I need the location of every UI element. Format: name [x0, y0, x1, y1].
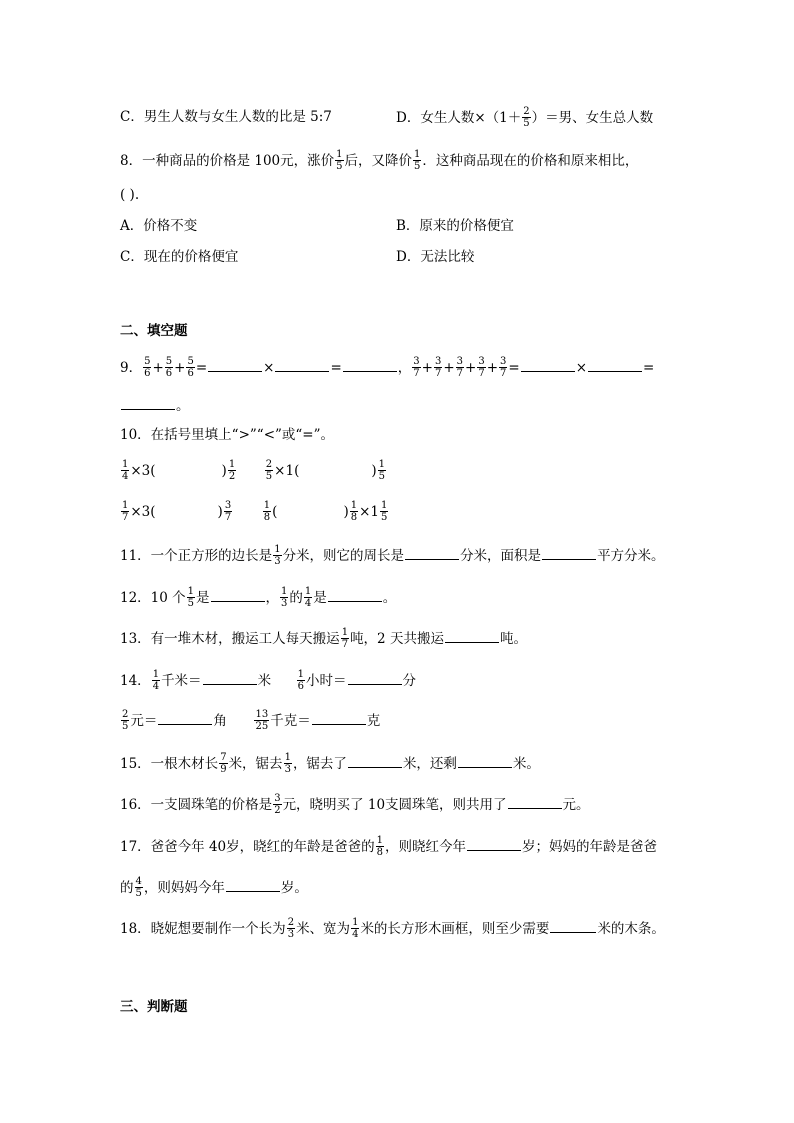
fraction-numerator: 1	[284, 752, 291, 763]
fraction-numerator: 5	[144, 356, 151, 367]
fraction	[121, 709, 129, 732]
fraction-denominator: 7	[224, 512, 232, 523]
answer-blank[interactable]	[588, 357, 642, 372]
fraction	[378, 459, 386, 482]
answer-blank[interactable]	[467, 836, 521, 851]
answer-blank[interactable]	[343, 357, 397, 372]
fraction-denominator: 3	[281, 598, 288, 609]
fraction-numerator: 5	[165, 356, 173, 367]
answer-blank[interactable]	[405, 545, 459, 560]
question-17-cont: 的 $\frac{4}{5}$ ，则妈妈今年 岁。	[120, 876, 308, 899]
fraction	[287, 917, 295, 940]
section-heading-fill-blank: 二、填空题	[120, 323, 188, 339]
fraction-denominator: 8	[376, 847, 384, 858]
question-14-row-2: $\frac{2}{5}$ 元＝ 角 $\frac{13}{25}$ 千克＝ 克	[122, 709, 381, 732]
fraction-numerator: 1	[304, 586, 312, 597]
fraction	[273, 544, 281, 567]
fraction	[297, 669, 305, 692]
fraction-denominator: 7	[456, 368, 464, 379]
fraction-denominator: 6	[144, 368, 151, 379]
fraction	[380, 500, 388, 523]
question-8-answer-paren: ( ).	[120, 187, 140, 203]
fraction-numerator: 3	[456, 356, 464, 367]
fraction-numerator: 3	[224, 500, 232, 511]
fraction-numerator: 13	[255, 709, 269, 720]
q8-option-a: A．价格不变	[120, 218, 198, 234]
fraction-denominator: 7	[500, 368, 507, 379]
fraction	[350, 500, 358, 523]
fraction-numerator: 7	[220, 752, 227, 763]
answer-blank[interactable]	[458, 753, 512, 768]
fraction-numerator: 3	[274, 793, 281, 804]
fraction-numerator: 1	[263, 500, 271, 511]
fraction	[152, 669, 160, 692]
fraction-numerator: 5	[187, 356, 194, 367]
answer-blank[interactable]	[226, 877, 280, 892]
answer-blank[interactable]	[312, 710, 366, 725]
answer-blank[interactable]	[508, 794, 562, 809]
fraction-numerator: 1	[341, 627, 349, 638]
fraction-denominator: 5	[523, 118, 530, 129]
fraction	[351, 917, 359, 940]
fraction-denominator: 7	[478, 368, 485, 379]
fraction	[224, 500, 232, 523]
fraction	[228, 459, 236, 482]
question-8: 8．一种商品的价格是 100元，涨价 $\frac{1}{5}$ 后，又降价 $\frac{1}{5}$ ．这种商品现在的价格和原来相比，	[120, 149, 639, 172]
question-14-row-1: 14． $\frac{1}{4}$ 千米＝ 米 $\frac{1}{6}$ 小时＝ 分	[120, 669, 417, 692]
question-15: 15．一根木材长 $\frac{7}{9}$ 米，锯去 $\frac{1}{3}$ ，锯去了 米，还剩 米。	[120, 752, 540, 775]
question-9-cont: 。	[120, 395, 190, 416]
answer-blank[interactable]	[121, 395, 175, 410]
fraction-denominator: 5	[378, 471, 385, 482]
fraction	[280, 586, 288, 609]
fraction	[143, 356, 151, 379]
fraction	[456, 356, 464, 379]
fraction-denominator: 5	[336, 161, 343, 172]
fraction-denominator: 3	[274, 556, 281, 567]
fraction-denominator: 5	[414, 161, 421, 172]
fraction	[376, 835, 384, 858]
fraction-numerator: 1	[152, 669, 160, 680]
answer-blank[interactable]	[521, 357, 575, 372]
fraction-denominator: 9	[220, 764, 227, 775]
fraction	[304, 586, 312, 609]
question-16: 16．一支圆珠笔的价格是 $\frac{3}{2}$ 元，晓明买了 10支圆珠笔，则共用了 元。	[120, 793, 590, 816]
fraction-numerator: 1	[228, 459, 236, 470]
fraction-denominator: 7	[341, 639, 349, 650]
answer-blank[interactable]	[445, 628, 499, 643]
question-13: 13．有一堆木材，搬运工人每天搬运 $\frac{1}{7}$ 吨，2 天共搬运 吨。	[120, 627, 527, 650]
fraction-denominator: 6	[165, 368, 173, 379]
fraction-numerator: 2	[287, 917, 295, 928]
fraction-numerator: 1	[187, 586, 195, 597]
answer-blank[interactable]	[348, 753, 402, 768]
fraction	[121, 459, 129, 482]
fraction-denominator: 3	[284, 764, 291, 775]
fraction-denominator: 2	[228, 471, 236, 482]
fraction-numerator: 1	[281, 586, 288, 597]
fraction	[499, 356, 507, 379]
fraction	[335, 149, 343, 172]
question-11: 11．一个正方形的边长是 $\frac{1}{3}$ 分米，则它的周长是 分米，面积是 平方分米。	[120, 544, 665, 567]
fraction	[263, 500, 271, 523]
answer-blank[interactable]	[203, 670, 257, 685]
answer-blank[interactable]	[275, 357, 329, 372]
answer-blank[interactable]	[211, 587, 265, 602]
fraction-denominator: 7	[122, 512, 129, 523]
fraction	[219, 752, 227, 775]
q7-option-c: C．男生人数与女生人数的比是 5:7	[120, 109, 332, 125]
answer-blank[interactable]	[348, 670, 402, 685]
fraction-numerator: 2	[523, 106, 530, 117]
fraction-numerator: 1	[381, 500, 388, 511]
fraction-numerator: 1	[297, 669, 305, 680]
fraction	[186, 356, 194, 379]
fraction-denominator: 8	[350, 512, 358, 523]
fraction	[413, 149, 421, 172]
question-12: 12．10 个 $\frac{1}{5}$ 是 ， $\frac{1}{3}$ 的 $\frac{1}{4}$ 是 。	[120, 586, 397, 609]
fraction-numerator: 1	[122, 459, 129, 470]
fraction-denominator: 6	[187, 368, 194, 379]
question-17: 17．爸爸今年 40岁，晓红的年龄是爸爸的 $\frac{1}{8}$ ，则晓红今年 岁；妈妈的年龄是爸爸	[120, 835, 658, 858]
fraction-denominator: 7	[413, 368, 420, 379]
fraction-numerator: 1	[378, 459, 385, 470]
fraction-numerator: 1	[336, 149, 343, 160]
fraction-denominator: 5	[122, 721, 129, 732]
q8-option-c: C．现在的价格便宜	[120, 249, 239, 265]
fraction-numerator: 2	[122, 709, 129, 720]
fraction-numerator: 2	[265, 459, 273, 470]
answer-blank[interactable]	[328, 587, 382, 602]
fraction-denominator: 4	[122, 471, 129, 482]
fraction-numerator: 3	[434, 356, 442, 367]
fraction-denominator: 7	[434, 368, 442, 379]
fraction	[434, 356, 442, 379]
q7-option-d: D．女生人数×（1＋ $\frac{2}{5}$ ）＝男、女生总人数	[396, 106, 654, 129]
fraction-numerator: 4	[135, 876, 142, 887]
fraction	[412, 356, 420, 379]
fraction-numerator: 1	[350, 500, 358, 511]
fraction	[477, 356, 485, 379]
fraction	[121, 500, 129, 523]
q8-option-b: B．原来的价格便宜	[396, 218, 514, 234]
fraction-denominator: 6	[297, 681, 305, 692]
q10-row-1: $\frac{1}{4}$ ×3( ) $\frac{1}{2}$ $\frac{2}{5}$ ×1( ) $\frac{1}{5}$	[122, 459, 385, 482]
fraction-denominator: 2	[274, 805, 281, 816]
fraction	[187, 586, 195, 609]
answer-blank[interactable]	[208, 357, 262, 372]
answer-blank[interactable]	[550, 918, 596, 933]
section-heading-true-false: 三、判断题	[120, 999, 188, 1015]
fraction-denominator: 4	[352, 929, 359, 940]
fraction	[254, 709, 269, 732]
fraction-numerator: 1	[414, 149, 421, 160]
fraction	[265, 459, 273, 482]
fraction-numerator: 1	[352, 917, 359, 928]
fraction-numerator: 3	[413, 356, 420, 367]
fraction-denominator: 8	[263, 512, 271, 523]
fraction-numerator: 3	[478, 356, 485, 367]
fraction-denominator: 25	[255, 721, 269, 732]
answer-blank[interactable]	[542, 545, 596, 560]
fraction	[284, 752, 292, 775]
q8-option-d: D．无法比较	[396, 249, 475, 265]
q10-row-2: $\frac{1}{7}$ ×3( ) $\frac{3}{7}$ $\frac{1}{8}$ ( ) $\frac{1}{8}$ ×1 $\frac{1}{5}$	[122, 500, 388, 523]
fraction-numerator: 1	[274, 544, 281, 555]
fraction-denominator: 5	[187, 598, 195, 609]
fraction-denominator: 5	[381, 512, 388, 523]
fraction-denominator: 3	[287, 929, 295, 940]
fraction-denominator: 5	[135, 888, 142, 899]
question-9: 9． $\frac{5}{6}$ + $\frac{5}{6}$ + $\frac{5}{6}$ = × = ， $\frac{3}{7}$ + $\frac{3}{7}$ + $\frac{3}{7}$ + $\frac{3}{7}$ + $\frac{3}{7}$ = × =	[120, 356, 655, 379]
fraction-numerator: 3	[500, 356, 507, 367]
fraction	[522, 106, 530, 129]
fraction-denominator: 4	[304, 598, 312, 609]
fraction-denominator: 4	[152, 681, 160, 692]
fraction	[273, 793, 281, 816]
fraction-denominator: 5	[265, 471, 273, 482]
answer-blank[interactable]	[158, 710, 212, 725]
fraction-numerator: 1	[122, 500, 129, 511]
question-10: 10．在括号里填上“>”“<”或“=”。	[120, 427, 335, 443]
fraction-numerator: 1	[376, 835, 384, 846]
fraction	[341, 627, 349, 650]
fraction	[135, 876, 143, 899]
fraction	[165, 356, 173, 379]
question-18: 18．晓妮想要制作一个长为 $\frac{2}{3}$ 米、宽为 $\frac{1}{4}$ 米的长方形木画框，则至少需要 米的木条。	[120, 917, 665, 940]
